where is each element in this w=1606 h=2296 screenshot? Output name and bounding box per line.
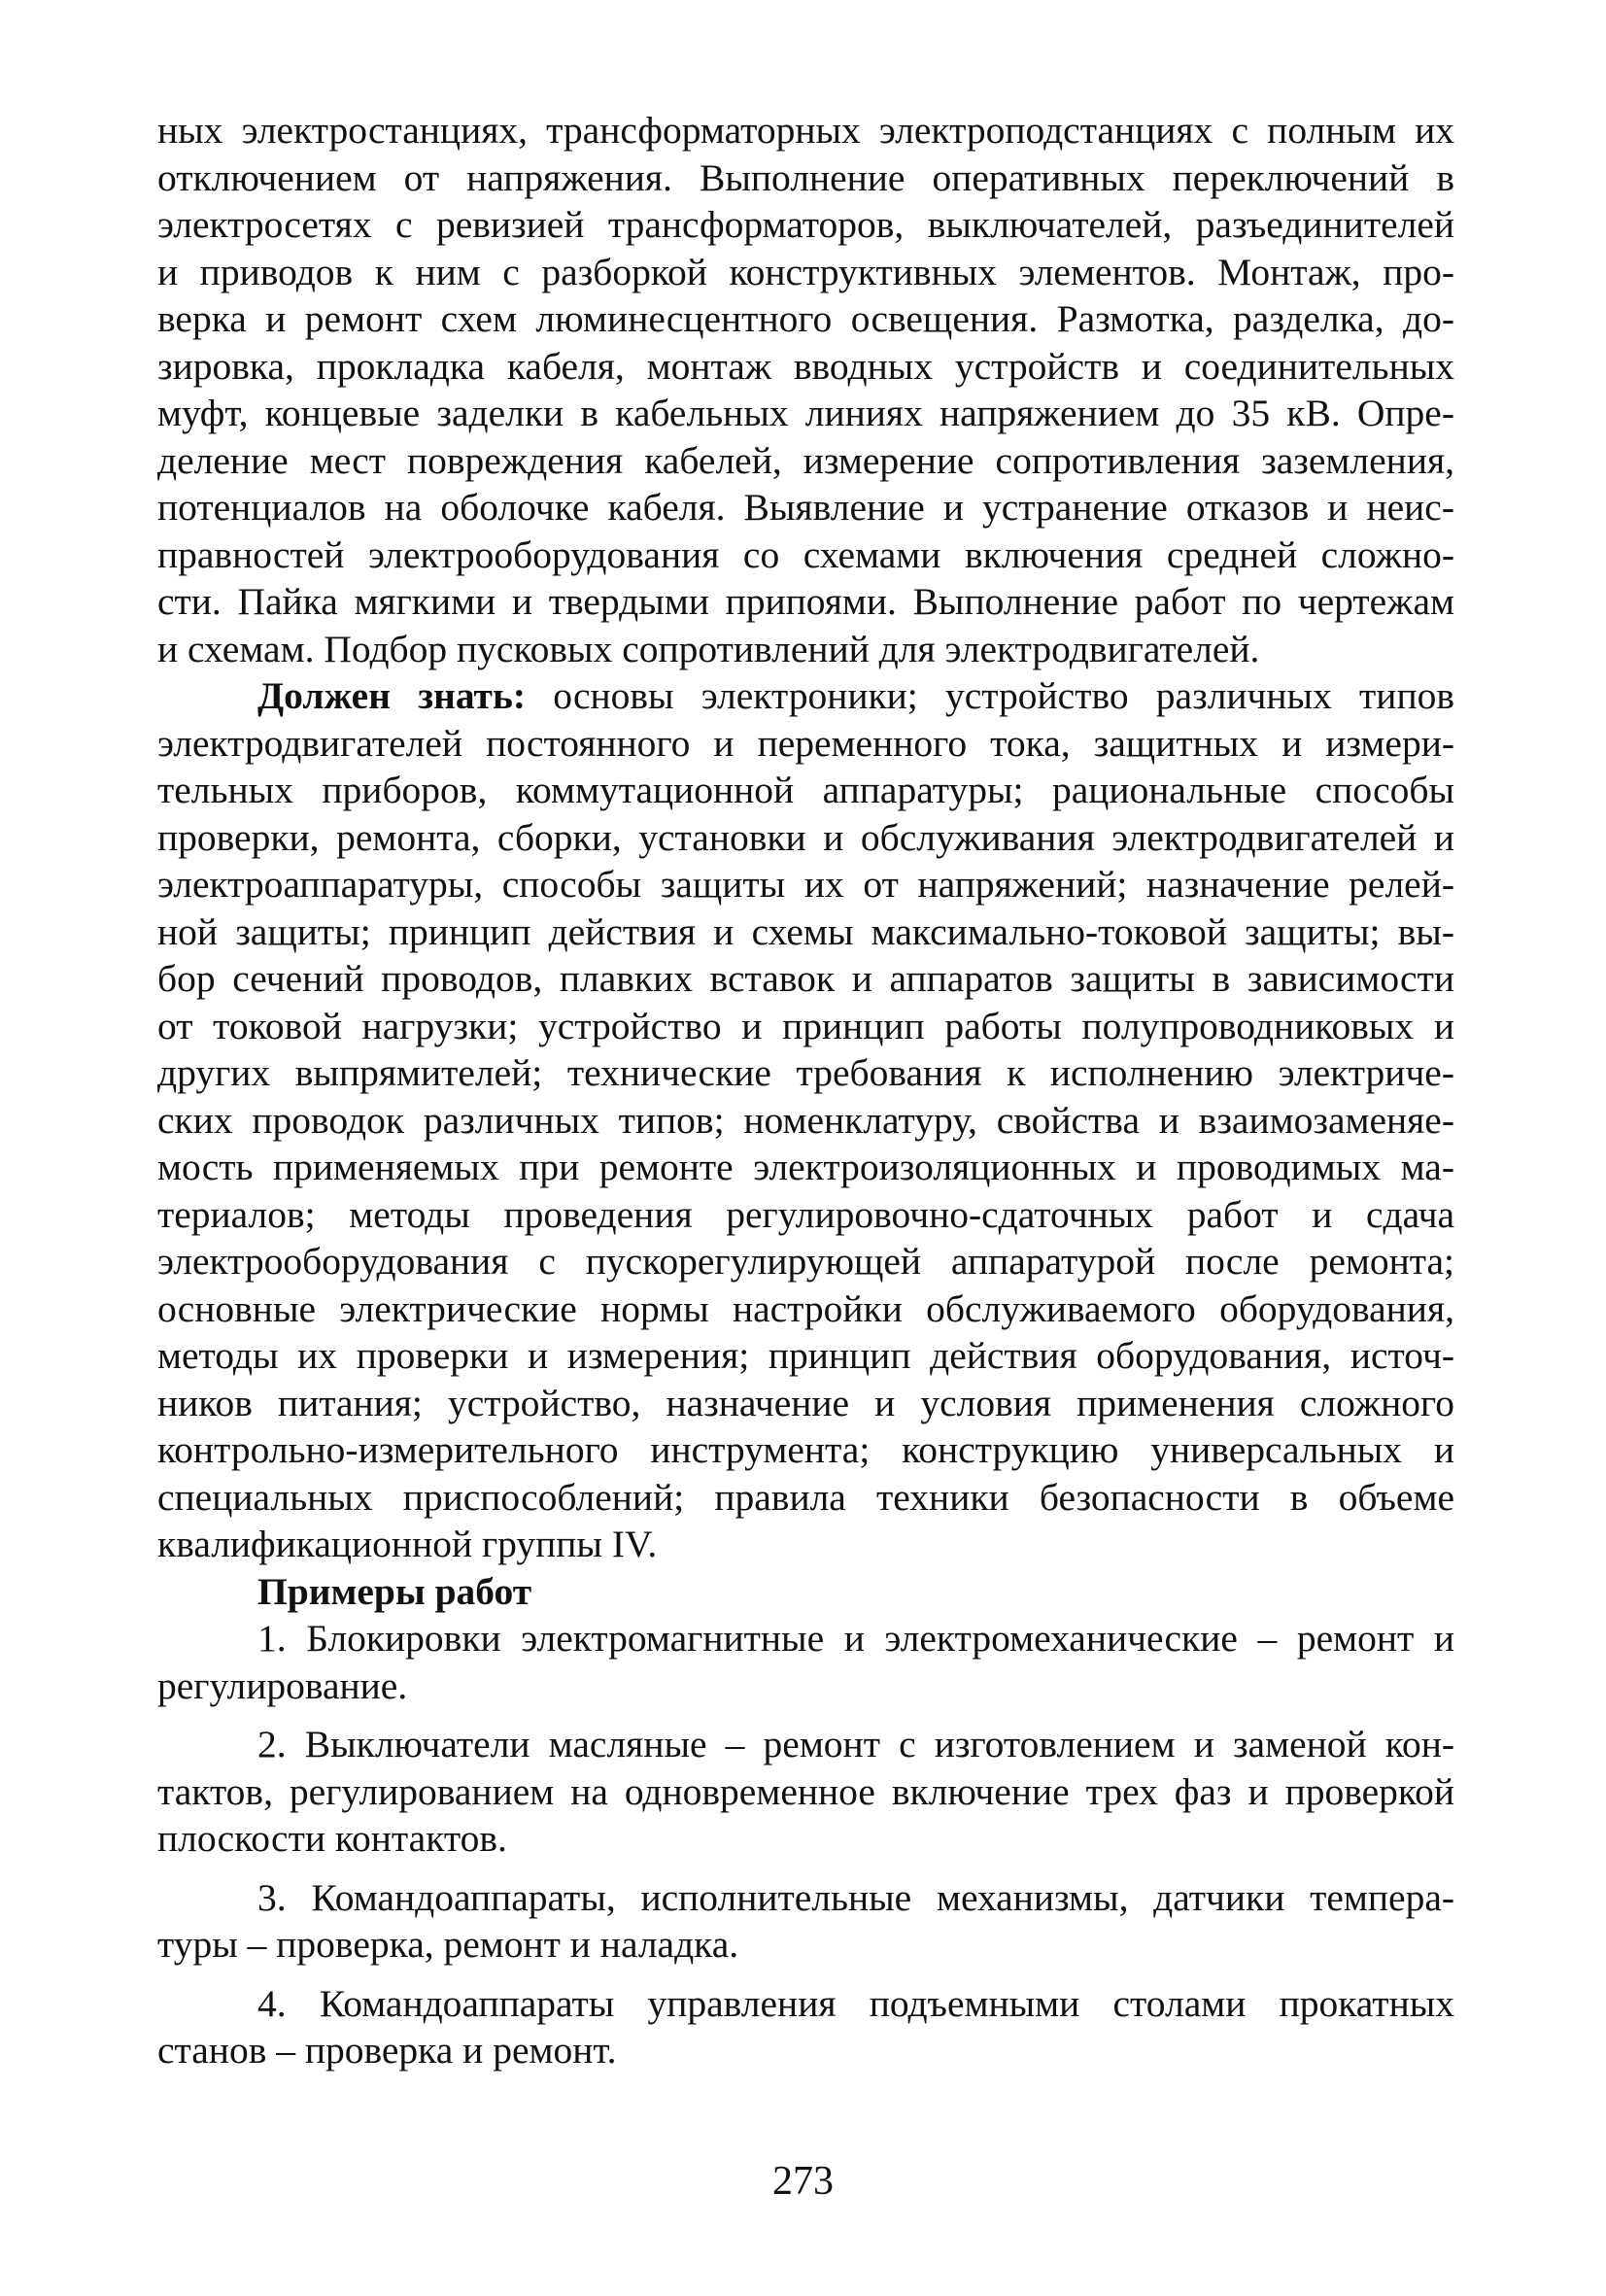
text-line: регулирование. <box>157 1663 408 1707</box>
text-line: ной защиты; принцип действия и схемы максимально-токовой защиты; вы- <box>157 909 1454 953</box>
text-line: электросетях с ревизией трансформаторов, выключателей, разъединителей <box>157 203 1454 246</box>
page-content <box>157 107 1454 2074</box>
text-line: станов – проверка и ремонт. <box>157 2029 617 2072</box>
example-item <box>157 1980 1454 2074</box>
text-line: зировка, прокладка кабеля, монтаж вводных устройств и соединительных <box>157 344 1454 388</box>
text-line: туры – проверка, ремонт и наладка. <box>157 1923 739 1966</box>
text-line: электродвигателей постоянного и переменного тока, защитных и измери- <box>157 721 1454 765</box>
text-line: верка и ремонт схем люминесцентного освещения. Размотка, разделка, до- <box>157 297 1454 340</box>
text-line: правностей электрооборудования со схемами включения средней сложно- <box>157 532 1454 576</box>
text-line: и схемам. Подбор пусковых сопротивлений для электродвигателей. <box>157 627 1260 670</box>
text-line: 2. Выключатели масляные – ремонт с изготовлением и заменой кон- <box>257 1723 1454 1765</box>
text-line <box>157 672 1454 720</box>
text-line: квалификационной группы IV. <box>157 1523 658 1565</box>
text-line: плоскости контактов. <box>157 1817 507 1860</box>
text-line: деление мест повреждения кабелей, измерение сопротивления заземления, <box>157 438 1454 482</box>
text-line: сти. Пайка мягкими и твердыми припоями. Выполнение работ по чертежам <box>157 580 1454 623</box>
text-line: ских проводок различных типов; номенклатуру, свойства и взаимозаменяе- <box>157 1098 1454 1142</box>
text-line: бор сечений проводов, плавких вставок и аппаратов защиты в зависимости <box>157 957 1454 1000</box>
text-line: основные электрические нормы настройки обслуживаемого оборудования, <box>157 1286 1454 1330</box>
text-line: проверки, ремонта, сборки, установки и обслуживания электродвигателей и <box>157 815 1454 859</box>
text-line: специальных приспособлений; правила техники безопасности в объеме <box>157 1475 1454 1519</box>
example-item <box>157 1615 1454 1709</box>
text-line: контрольно-измерительного инструмента; конструкцию универсальных и <box>157 1428 1454 1471</box>
text-line: тактов, регулированием на одновременное включение трех фаз и проверкой <box>157 1769 1454 1813</box>
text-line: методы их проверки и измерения; принцип действия оборудования, источ- <box>157 1334 1454 1377</box>
continuation-paragraph <box>157 107 1454 672</box>
text-line: 4. Командоаппараты управления подъемными столами прокатных <box>257 1981 1454 2025</box>
examples-heading: Примеры работ <box>257 1569 532 1613</box>
page-number: 273 <box>772 2159 834 2204</box>
text-line: электроаппаратуры, способы защиты их от напряжений; назначение релей- <box>157 863 1454 906</box>
text-line: от токовой нагрузки; устройство и принцип работы полупроводниковых и <box>157 1004 1454 1047</box>
text-line: других выпрямителей; технические требования к исполнению электриче- <box>157 1051 1454 1094</box>
must-know-first-line: основы электроники; устройство различных типов <box>526 674 1454 717</box>
text-line: отключением от напряжения. Выполнение оперативных переключений в <box>157 155 1454 199</box>
must-know-paragraph <box>157 672 1454 1568</box>
example-item <box>157 1874 1454 1969</box>
example-item <box>157 1721 1454 1863</box>
text-line: ников питания; устройство, назначение и условия применения сложного <box>157 1381 1454 1424</box>
text-line: электрооборудования с пускорегулирующей аппаратурой после ремонта; <box>157 1240 1454 1283</box>
text-line: и приводов к ним с разборкой конструктивных элементов. Монтаж, про- <box>157 250 1454 293</box>
text-line: 3. Командоаппараты, исполнительные механизмы, датчики темпера- <box>257 1875 1454 1919</box>
text-line: 1. Блокировки электромагнитные и электромеханические – ремонт и <box>257 1617 1454 1660</box>
text-line: ных электростанциях, трансформаторных электроподстанциях с полным их <box>157 109 1454 152</box>
text-line: мость применяемых при ремонте электроизоляционных и проводимых ма- <box>157 1146 1454 1188</box>
text-line: муфт, концевые заделки в кабельных линиях напряжением до 35 кВ. Опре- <box>157 392 1454 434</box>
must-know-label: Должен знать: <box>257 674 527 717</box>
text-line: тельных приборов, коммутационной аппаратуры; рациональные способы <box>157 769 1454 811</box>
text-line: потенциалов на оболочке кабеля. Выявление и устранение отказов и неис- <box>157 486 1454 529</box>
text-line: териалов; методы проведения регулировочно-сдаточных работ и сдача <box>157 1192 1454 1236</box>
